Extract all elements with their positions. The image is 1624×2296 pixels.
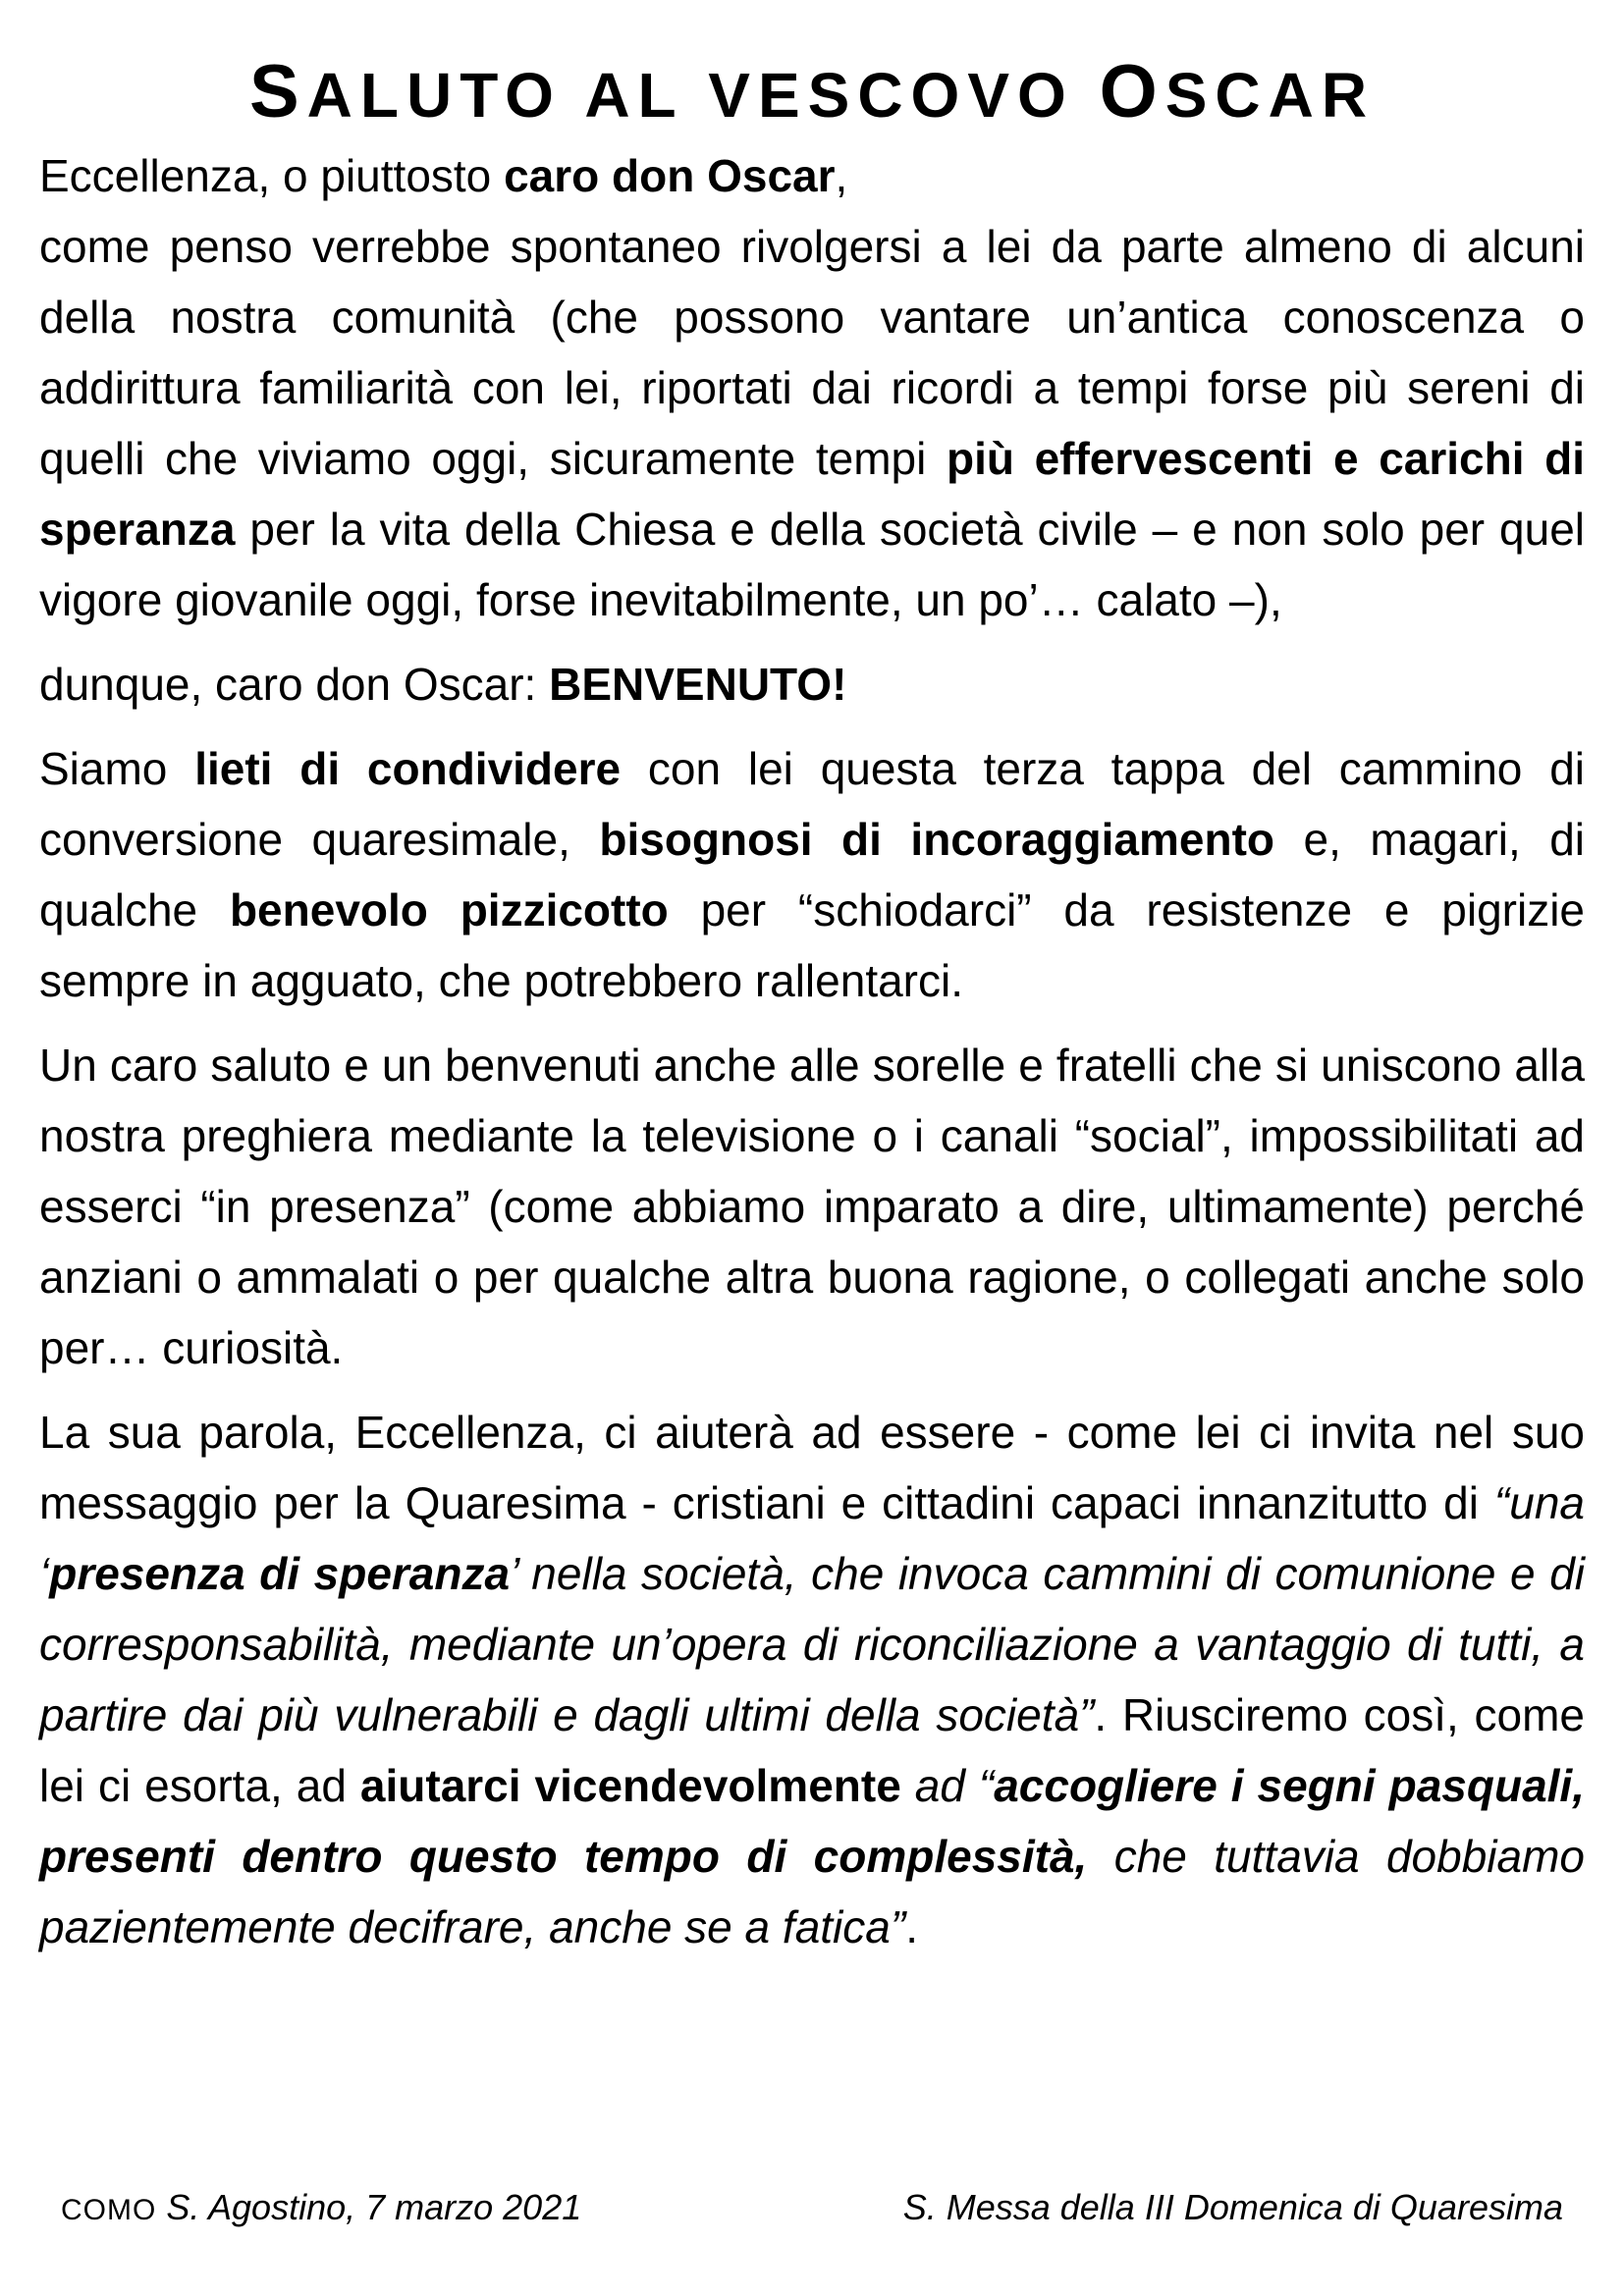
footer-place-rest: S. Agostino, 7 marzo 2021 — [156, 2187, 582, 2227]
p5-bold-1: aiutarci vicendevolmente — [359, 1760, 901, 1811]
p1-text-4: per la vita della Chiesa e della società civile – e non solo per quel vigore giovanile oggi, forse inevitabilmente, un po’… calato –), — [39, 504, 1585, 625]
p5-italic-4: che tuttavia dobbiamo pazientemente decifrare, anche se a fatica” — [39, 1831, 1586, 1952]
p4-text-1: Un caro saluto e un benvenuti anche alle sorelle e fratelli che si uniscono alla nostra preghiera mediante la televisione o i canali “social”, impossibilitati ad esserci “in presenza” (come abbiamo imparato a dire, ultimamente) perché anziani o ammalati o per qualche altra buona ragione, o collegati anche solo per… curiosità. — [39, 1040, 1585, 1373]
p3-text-4: per “schiodarci” da resistenze e pigrizie sempre in agguato, che potrebbero rallentarci. — [39, 884, 1585, 1006]
p1-bold-1: caro don Oscar — [504, 150, 836, 201]
page-footer — [61, 2184, 1563, 2234]
title-part-1: ALUTO AL VESCOVO — [306, 60, 1100, 131]
title-initial-o: O — [1099, 50, 1165, 133]
footer-place-caps: COMO — [61, 2194, 157, 2226]
p3-bold-1: lieti di condividere — [194, 743, 622, 794]
p1-text-3: come penso verrebbe spontaneo rivolgersi a lei da parte almeno di alcuni della nostra comunità (che possono vantare un’antica conoscenza o addirittura familiarità con lei, riportati dai ricordi a tempi forse più sereni di quelli che viviamo oggi, sicuramente tempi — [39, 221, 1585, 484]
p5-italic-3: ad “ — [900, 1760, 995, 1811]
title-initial-s: S — [248, 50, 307, 133]
p5-italic-1: “una ‘ — [39, 1477, 1585, 1599]
footer-place-date — [61, 2184, 581, 2234]
p2-text-1: dunque, caro don Oscar: — [39, 659, 550, 710]
p3-text-2: con lei questa terza tappa del cammino di conversione quaresimale, — [39, 743, 1585, 865]
document-page — [39, 51, 1585, 1976]
title-part-2: SCAR — [1164, 60, 1376, 131]
p5-text-3: . — [905, 1901, 918, 1952]
paragraph-greeting — [39, 140, 1585, 635]
p5-text-2: . Riusciremo così, come lei ci esorta, ad — [39, 1689, 1585, 1811]
p1-text-1: Eccellenza, o piuttosto — [39, 150, 505, 201]
p5-italic-2: ’ nella società, che invoca cammini di comunione e di corresponsabilità, mediante un’opera di riconciliazione a vantaggio di tutti, a partire dai più vulnerabili e dagli ultimi della società” — [39, 1548, 1585, 1740]
p5-bold-italic-2: accogliere i segni pasquali, presenti dentro questo tempo di complessità, — [39, 1760, 1585, 1882]
paragraph-lent-journey — [39, 733, 1585, 1016]
page-title — [39, 51, 1585, 136]
paragraph-message — [39, 1397, 1585, 1962]
p5-bold-italic-1: presenza di speranza — [49, 1548, 511, 1599]
paragraph-remote-greeting — [39, 1030, 1585, 1383]
p3-text-3: e, magari, di qualche — [39, 814, 1586, 935]
p2-bold-1: BENVENUTO! — [549, 659, 847, 710]
p3-bold-3: benevolo pizzicotto — [229, 884, 669, 935]
p3-text-1: Siamo — [39, 743, 195, 794]
footer-occasion: S. Messa della III Domenica di Quaresima — [902, 2187, 1563, 2227]
p1-text-2: , — [835, 150, 848, 201]
p5-text-1: La sua parola, Eccellenza, ci aiuterà ad essere - come lei ci invita nel suo messaggio per la Quaresima - cristiani e cittadini capaci innanzitutto di — [39, 1407, 1585, 1528]
paragraph-welcome — [39, 649, 1585, 720]
p1-bold-2: più effervescenti e carichi di speranza — [39, 433, 1586, 555]
p3-bold-2: bisognosi di incoraggiamento — [599, 814, 1275, 865]
